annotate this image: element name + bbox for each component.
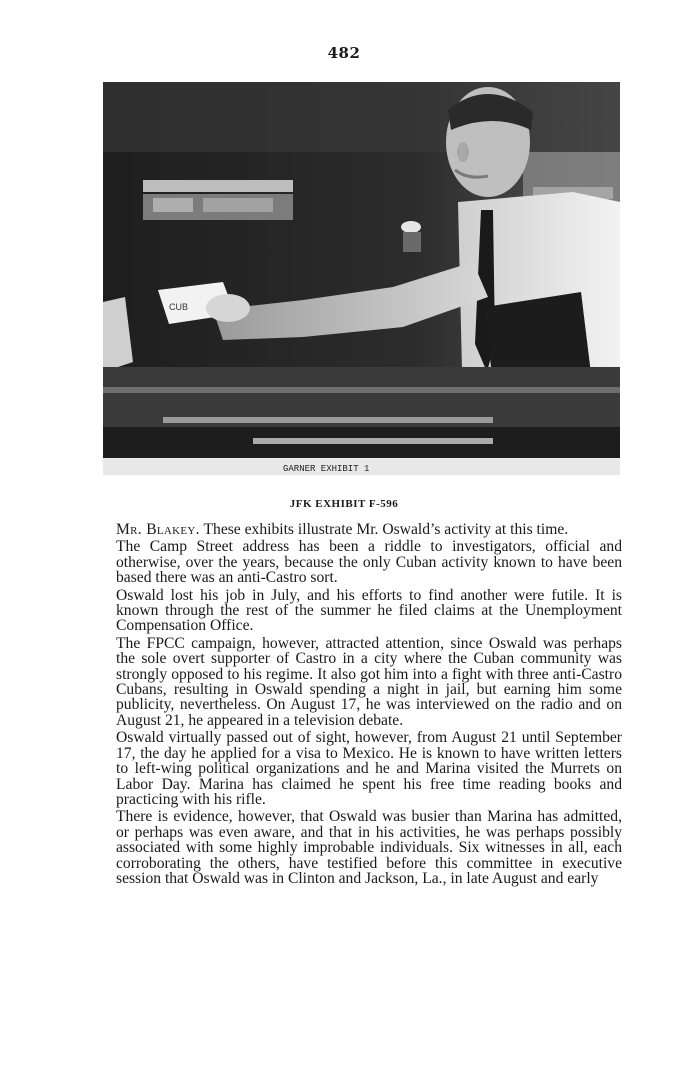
paragraph-4: The FPCC campaign, however, attracted attention, since Oswald was perhaps the sole overt supporter of Castro in a city where the Cuban community was strongly opposed to his regime. It also got him into a fight with three anti-Castro Cubans, resulting in Oswald spending a night in jail, but earning him some publicity, nevertheless. On August 17, he was interviewed on the radio and on August 21, he appeared in a television debate. [116,634,622,729]
paragraph-2: The Camp Street address has been a riddle to investigators, official and otherwise, over the years, because the only Cuban activity known to have been based there was an anti-Castro sort. [116,538,622,587]
paragraph-text: These exhibits illustrate Mr. Oswald’s activity at this time. [199,521,569,538]
paragraph-3: Oswald lost his job in July, and his efforts to find another were futile. It is known through the rest of the summer he filed claims at the Unemployment Compensation Office. [116,586,622,635]
exhibit-photograph [103,82,620,475]
photo-caption: GARNER EXHIBIT 1 [283,464,370,474]
exhibit-label: JFK EXHIBIT F-596 [289,498,399,510]
photo-illustration [103,82,620,475]
speaker-name: Mr. Blakey. [116,521,200,538]
page-number: 482 [327,44,361,62]
body-text [116,522,622,886]
paragraph-1 [116,522,622,537]
paragraph-5: Oswald virtually passed out of sight, however, from August 21 until September 17, the day he applied for a visa to Mexico. He is known to have written letters to left-wing political organizations and he and Marina visited the Murrets on Labor Day. Marina has claimed he spent his free time reading books and practicing with his rifle. [116,729,622,808]
paragraph-6: There is evidence, however, that Oswald was busier than Marina has admitted, or perhaps was even aware, and that in his activities, he was perhaps possibly associated with some highly improbable individuals. Six witnesses in all, each corroborating the others, have testified before this committee in executive session that Oswald was in Clinton and Jackson, La., in late August and early [116,808,622,887]
svg-text:CUB: CUB [169,302,189,312]
